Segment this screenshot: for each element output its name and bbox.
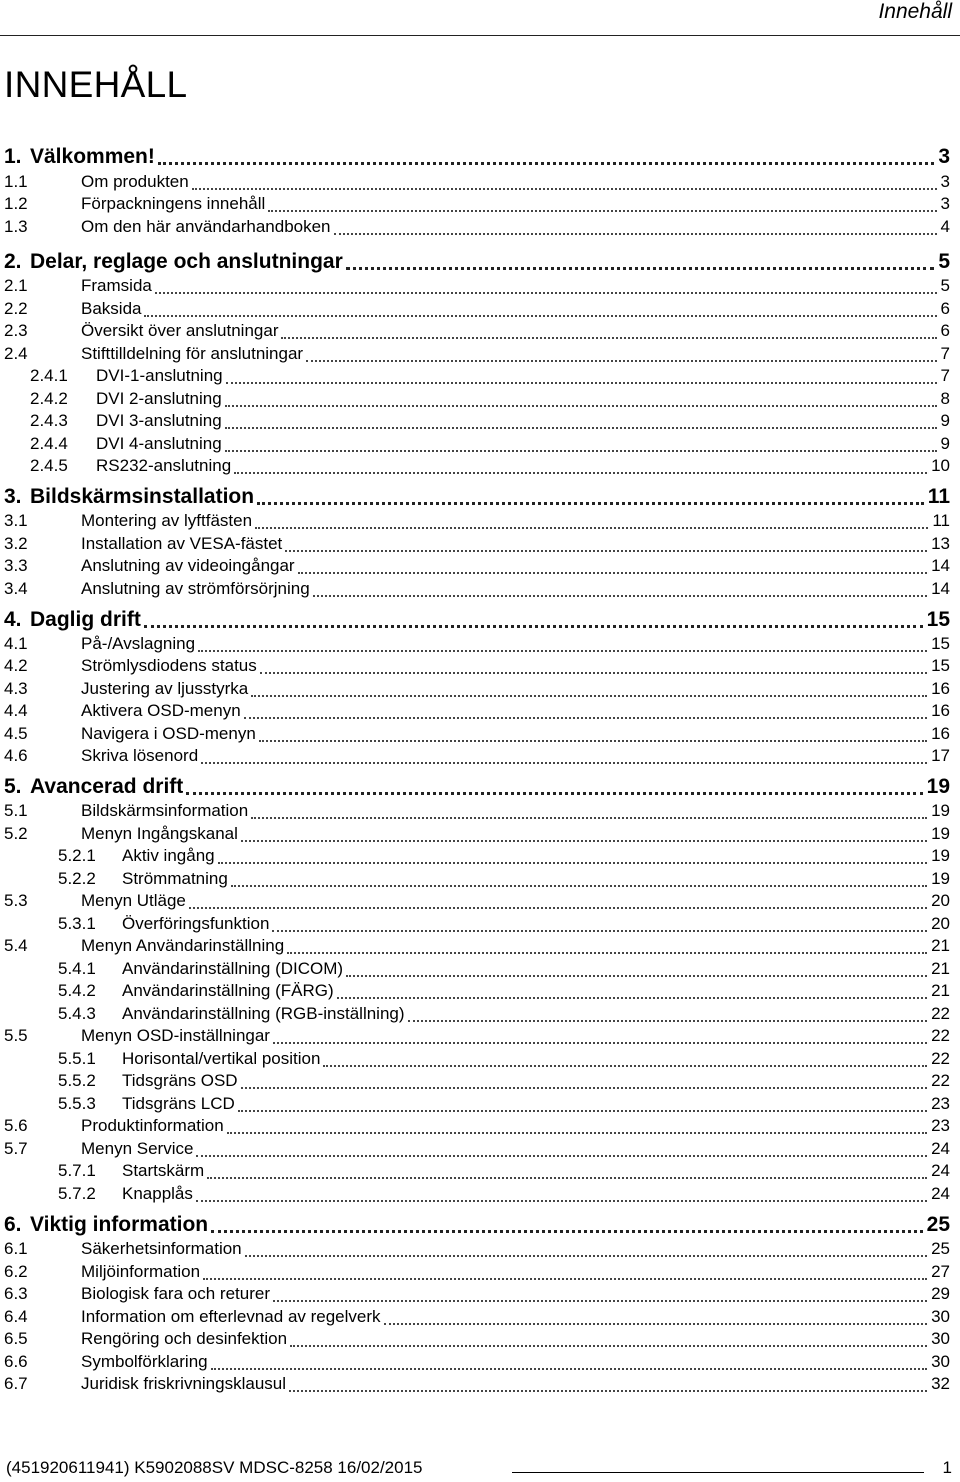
toc-leader-dots — [192, 170, 937, 190]
toc-entry-title: På-/Avslagning — [81, 634, 196, 653]
toc-leader-dots — [408, 1002, 927, 1022]
toc-leader-dots — [245, 1237, 927, 1257]
toc-entry-page: 21 — [931, 981, 950, 1000]
toc-entry-page: 3 — [940, 194, 950, 213]
toc-leader-dots — [218, 844, 927, 864]
toc-section-entry[interactable] — [0, 274, 960, 298]
toc-entry-number: 1.3 — [4, 217, 28, 236]
toc-section-entry[interactable] — [0, 319, 960, 343]
toc-entry-title: Översikt över anslutningar — [81, 321, 279, 340]
toc-entry-number: 5.4 — [4, 936, 28, 955]
toc-entry-title: Om den här användarhandboken — [81, 217, 331, 236]
toc-leader-dots — [272, 912, 927, 932]
toc-entry-page: 11 — [932, 511, 950, 530]
toc-entry-title: Strömlysdiodens status — [81, 656, 257, 675]
toc-entry-title: Säkerhetsinformation — [81, 1239, 242, 1258]
toc-section-entry[interactable] — [0, 409, 960, 433]
toc-entry-number: 6.4 — [4, 1307, 28, 1326]
toc-entry-page: 16 — [931, 724, 950, 743]
toc-entry-number: 5.2.1 — [58, 846, 96, 865]
toc-section-entry[interactable] — [0, 822, 960, 846]
toc-entry-number: 5.1 — [4, 801, 28, 820]
toc-entry-page: 22 — [931, 1049, 950, 1068]
toc-entry-number: 5.4.1 — [58, 959, 96, 978]
toc-leader-dots — [255, 509, 928, 529]
toc-entry-title: Viktig information — [30, 1213, 209, 1236]
toc-entry-title: Symbolförklaring — [81, 1352, 208, 1371]
toc-entry-title: Navigera i OSD-menyn — [81, 724, 256, 743]
toc-entry-title: Bildskärmsinstallation — [30, 485, 255, 508]
toc-leader-dots — [211, 1350, 927, 1370]
toc-entry-page: 25 — [926, 1213, 950, 1236]
toc-entry-number: 2.4.2 — [30, 389, 68, 408]
toc-section-entry[interactable] — [0, 677, 960, 701]
toc-entry-title: Anslutning av videoingångar — [81, 556, 295, 575]
toc-entry-page: 19 — [926, 775, 950, 798]
toc-leader-dots — [144, 297, 937, 317]
toc-leader-dots — [144, 606, 923, 628]
toc-section-entry[interactable] — [0, 1092, 960, 1116]
toc-chapter-entry[interactable] — [0, 1211, 960, 1239]
toc-leader-dots — [337, 979, 927, 999]
toc-section-entry[interactable] — [0, 722, 960, 746]
toc-entry-page: 30 — [931, 1329, 950, 1348]
toc-entry-page: 22 — [931, 1004, 950, 1023]
toc-leader-dots — [268, 192, 937, 212]
toc-chapter-entry[interactable] — [0, 483, 960, 511]
toc-section-entry[interactable] — [0, 432, 960, 456]
toc-leader-dots — [189, 889, 927, 909]
toc-entry-number: 3.3 — [4, 556, 28, 575]
toc-entry-page: 6 — [940, 299, 950, 318]
toc-section-entry[interactable] — [0, 1237, 960, 1261]
toc-leader-dots — [273, 1282, 927, 1302]
toc-leader-dots — [281, 319, 937, 339]
toc-section-entry[interactable] — [0, 170, 960, 194]
toc-leader-dots — [196, 1182, 927, 1202]
toc-entry-number: 2.4.3 — [30, 411, 68, 430]
toc-entry-number: 5.7.2 — [58, 1184, 96, 1203]
toc-entry-page: 7 — [940, 344, 950, 363]
toc-entry-page: 24 — [931, 1161, 950, 1180]
toc-entry-number: 5.4.2 — [58, 981, 96, 1000]
toc-leader-dots — [241, 822, 927, 842]
toc-entry-number: 2.1 — [4, 276, 28, 295]
toc-section-entry[interactable] — [0, 934, 960, 958]
toc-entry-title: Horisontal/vertikal position — [122, 1049, 321, 1068]
toc-leader-dots — [234, 454, 927, 474]
toc-section-entry[interactable] — [0, 799, 960, 823]
toc-entry-page: 30 — [931, 1307, 950, 1326]
toc-entry-title: Produktinformation — [81, 1116, 224, 1135]
toc-entry-number: 5.7.1 — [58, 1161, 96, 1180]
running-header: Innehåll — [878, 0, 952, 23]
toc-section-entry[interactable] — [0, 1182, 960, 1206]
toc-entry-number: 5.7 — [4, 1139, 28, 1158]
toc-entry-page: 6 — [940, 321, 950, 340]
toc-entry-title: Juridisk friskrivningsklausul — [81, 1374, 287, 1393]
toc-section-entry[interactable] — [0, 844, 960, 868]
toc-entry-title: DVI 3-anslutning — [96, 411, 222, 430]
toc-entry-title: DVI 4-anslutning — [96, 434, 222, 453]
toc-entry-number: 6.3 — [4, 1284, 28, 1303]
toc-chapter-entry[interactable] — [0, 248, 960, 276]
toc-entry-number: 5.5 — [4, 1026, 28, 1045]
toc-leader-dots — [227, 1114, 927, 1134]
toc-entry-number: 4.1 — [4, 634, 28, 653]
toc-leader-dots — [251, 677, 927, 697]
toc-entry-page: 3 — [940, 172, 950, 191]
toc-leader-dots — [287, 934, 927, 954]
toc-entry-title: Aktivera OSD-menyn — [81, 701, 241, 720]
footer-doc-id: (451920611941) K5902088SV MDSC-8258 16/02/2015 — [6, 1458, 423, 1477]
toc-section-entry[interactable] — [0, 744, 960, 768]
toc-entry-number: 5.2.2 — [58, 869, 96, 888]
toc-leader-dots — [207, 1159, 927, 1179]
toc-section-entry[interactable] — [0, 1282, 960, 1306]
toc-entry-page: 19 — [931, 801, 950, 820]
toc-entry-title: Anslutning av strömförsörjning — [81, 579, 310, 598]
toc-entry-number: 3. — [4, 485, 22, 508]
toc-section-entry[interactable] — [0, 215, 960, 239]
toc-entry-title: Montering av lyftfästen — [81, 511, 253, 530]
toc-entry-page: 14 — [931, 556, 950, 575]
toc-entry-title: Framsida — [81, 276, 152, 295]
toc-leader-dots — [346, 248, 934, 270]
toc-chapter-entry[interactable] — [0, 606, 960, 634]
toc-section-entry[interactable] — [0, 454, 960, 478]
toc-section-entry[interactable] — [0, 1372, 960, 1396]
toc-entry-page: 13 — [931, 534, 950, 553]
toc-entry-title: Tidsgräns OSD — [122, 1071, 238, 1090]
toc-entry-title: Användarinställning (FÄRG) — [122, 981, 334, 1000]
toc-entry-number: 4.6 — [4, 746, 28, 765]
toc-entry-page: 21 — [931, 959, 950, 978]
toc-leader-dots — [231, 867, 927, 887]
toc-entry-number: 6.6 — [4, 1352, 28, 1371]
toc-entry-page: 15 — [931, 634, 950, 653]
toc-entry-number: 4.3 — [4, 679, 28, 698]
toc-section-entry[interactable] — [0, 509, 960, 533]
toc-section-entry[interactable] — [0, 532, 960, 556]
toc-entry-number: 3.4 — [4, 579, 28, 598]
toc-section-entry[interactable] — [0, 387, 960, 411]
toc-chapter-entry[interactable] — [0, 143, 960, 171]
toc-entry-page: 9 — [940, 411, 950, 430]
toc-entry-title: Menyn Service — [81, 1139, 194, 1158]
toc-entry-number: 2.3 — [4, 321, 28, 340]
toc-entry-number: 2.4.5 — [30, 456, 68, 475]
toc-section-entry[interactable] — [0, 654, 960, 678]
toc-entry-number: 2.4.1 — [30, 366, 68, 385]
toc-entry-title: Knapplås — [122, 1184, 193, 1203]
toc-entry-title: DVI 2-anslutning — [96, 389, 222, 408]
toc-entry-page: 24 — [931, 1139, 950, 1158]
toc-leader-dots — [285, 532, 927, 552]
toc-section-entry[interactable] — [0, 1024, 960, 1048]
toc-leader-dots — [298, 554, 927, 574]
toc-leader-dots — [158, 143, 934, 165]
toc-entry-number: 3.1 — [4, 511, 28, 530]
toc-entry-number: 6.1 — [4, 1239, 28, 1258]
toc-section-entry[interactable] — [0, 632, 960, 656]
toc-entry-number: 5.5.2 — [58, 1071, 96, 1090]
toc-section-entry[interactable] — [0, 889, 960, 913]
toc-entry-title: Aktiv ingång — [122, 846, 215, 865]
toc-entry-number: 2. — [4, 250, 22, 273]
toc-leader-dots — [241, 1069, 927, 1089]
header-rule — [0, 35, 960, 36]
toc-entry-title: Menyn OSD-inställningar — [81, 1026, 270, 1045]
toc-section-entry[interactable] — [0, 1327, 960, 1351]
toc-section-entry[interactable] — [0, 297, 960, 321]
toc-entry-page: 25 — [931, 1239, 950, 1258]
toc-entry-page: 30 — [931, 1352, 950, 1371]
toc-entry-number: 5.3 — [4, 891, 28, 910]
toc-leader-dots — [289, 1372, 927, 1392]
toc-section-entry[interactable] — [0, 979, 960, 1003]
toc-entry-title: Startskärm — [122, 1161, 205, 1180]
toc-leader-dots — [290, 1327, 927, 1347]
toc-entry-title: Biologisk fara och returer — [81, 1284, 270, 1303]
toc-entry-title: Justering av ljusstyrka — [81, 679, 249, 698]
toc-entry-page: 11 — [927, 485, 950, 508]
toc-leader-dots — [251, 799, 927, 819]
toc-leader-dots — [225, 432, 937, 452]
toc-entry-number: 6.2 — [4, 1262, 28, 1281]
toc-section-entry[interactable] — [0, 554, 960, 578]
toc-entry-title: Menyn Ingångskanal — [81, 824, 238, 843]
toc-chapter-entry[interactable] — [0, 773, 960, 801]
toc-entry-title: Menyn Utläge — [81, 891, 186, 910]
toc-entry-number: 4.2 — [4, 656, 28, 675]
toc-entry-page: 7 — [940, 366, 950, 385]
toc-entry-number: 5.2 — [4, 824, 28, 843]
toc-entry-page: 22 — [931, 1026, 950, 1045]
toc-entry-number: 4.4 — [4, 701, 28, 720]
toc-leader-dots — [186, 773, 923, 795]
toc-leader-dots — [155, 274, 937, 294]
toc-section-entry[interactable] — [0, 1114, 960, 1138]
toc-entry-page: 17 — [931, 746, 950, 765]
toc-entry-title: Strömmatning — [122, 869, 228, 888]
toc-leader-dots — [273, 1024, 927, 1044]
toc-section-entry[interactable] — [0, 364, 960, 388]
toc-leader-dots — [238, 1092, 927, 1112]
toc-entry-number: 5.5.3 — [58, 1094, 96, 1113]
toc-section-entry[interactable] — [0, 699, 960, 723]
toc-entry-number: 6.7 — [4, 1374, 28, 1393]
toc-leader-dots — [225, 387, 937, 407]
toc-entry-page: 19 — [931, 824, 950, 843]
toc-entry-page: 10 — [931, 456, 950, 475]
toc-entry-title: Daglig drift — [30, 608, 141, 631]
toc-leader-dots — [211, 1211, 923, 1233]
toc-entry-title: DVI-1-anslutning — [96, 366, 223, 385]
toc-entry-number: 3.2 — [4, 534, 28, 553]
toc-entry-page: 29 — [931, 1284, 950, 1303]
toc-entry-number: 4. — [4, 608, 22, 631]
toc-entry-number: 1.1 — [4, 172, 28, 191]
toc-entry-page: 19 — [931, 846, 950, 865]
toc-entry-title: Användarinställning (DICOM) — [122, 959, 344, 978]
toc-leader-dots — [259, 722, 927, 742]
toc-entry-title: Användarinställning (RGB-inställning) — [122, 1004, 405, 1023]
toc-entry-page: 21 — [931, 936, 950, 955]
toc-entry-title: Skriva lösenord — [81, 746, 199, 765]
toc-leader-dots — [260, 654, 927, 674]
toc-entry-page: 5 — [940, 276, 950, 295]
toc-section-entry[interactable] — [0, 342, 960, 366]
toc-entry-page: 4 — [940, 217, 950, 236]
toc-leader-dots — [334, 215, 937, 235]
toc-section-entry[interactable] — [0, 957, 960, 981]
toc-entry-page: 20 — [931, 891, 950, 910]
toc-entry-number: 5.4.3 — [58, 1004, 96, 1023]
toc-section-entry[interactable] — [0, 1002, 960, 1026]
toc-section-entry[interactable] — [0, 1305, 960, 1329]
toc-entry-number: 1.2 — [4, 194, 28, 213]
toc-entry-page: 15 — [931, 656, 950, 675]
toc-entry-number: 5.5.1 — [58, 1049, 96, 1068]
toc-entry-number: 5.6 — [4, 1116, 28, 1135]
toc-entry-page: 19 — [931, 869, 950, 888]
toc-entry-page: 8 — [940, 389, 950, 408]
toc-entry-number: 6. — [4, 1213, 22, 1236]
toc-entry-page: 23 — [931, 1116, 950, 1135]
toc-leader-dots — [226, 364, 937, 384]
toc-entry-page: 22 — [931, 1071, 950, 1090]
toc-entry-title: Delar, reglage och anslutningar — [30, 250, 343, 273]
toc-section-entry[interactable] — [0, 1159, 960, 1183]
toc-entry-page: 16 — [931, 679, 950, 698]
toc-entry-title: Information om efterlevnad av regelverk — [81, 1307, 381, 1326]
toc-entry-title: Överföringsfunktion — [122, 914, 270, 933]
toc-section-entry[interactable] — [0, 1350, 960, 1374]
toc-leader-dots — [244, 699, 927, 719]
toc-leader-dots — [201, 744, 927, 764]
toc-entry-title: Installation av VESA-fästet — [81, 534, 283, 553]
toc-leader-dots — [225, 409, 937, 429]
toc-leader-dots — [257, 483, 924, 505]
toc-entry-number: 2.2 — [4, 299, 28, 318]
toc-entry-number: 4.5 — [4, 724, 28, 743]
toc-section-entry[interactable] — [0, 1260, 960, 1284]
toc-leader-dots — [384, 1305, 927, 1325]
toc-leader-dots — [196, 1137, 927, 1157]
toc-entry-title: Välkommen! — [30, 145, 155, 168]
toc-entry-title: RS232-anslutning — [96, 456, 232, 475]
toc-entry-title: Förpackningens innehåll — [81, 194, 266, 213]
toc-entry-page: 20 — [931, 914, 950, 933]
toc-entry-title: Tidsgräns LCD — [122, 1094, 235, 1113]
toc-section-entry[interactable] — [0, 1047, 960, 1071]
toc-entry-title: Stifttilldelning för anslutningar — [81, 344, 304, 363]
toc-entry-page: 9 — [940, 434, 950, 453]
toc-entry-title: Baksida — [81, 299, 142, 318]
toc-leader-dots — [313, 577, 927, 597]
toc-leader-dots — [346, 957, 927, 977]
toc-entry-title: Bildskärmsinformation — [81, 801, 249, 820]
toc-entry-page: 15 — [926, 608, 950, 631]
toc-leader-dots — [306, 342, 937, 362]
footer-page-number: 1 — [942, 1458, 952, 1477]
toc-entry-page: 14 — [931, 579, 950, 598]
toc-entry-number: 1. — [4, 145, 22, 168]
toc-leader-dots — [198, 632, 927, 652]
toc-entry-number: 2.4 — [4, 344, 28, 363]
toc-entry-page: 23 — [931, 1094, 950, 1113]
toc-section-entry[interactable] — [0, 867, 960, 891]
toc-entry-number: 5.3.1 — [58, 914, 96, 933]
toc-entry-title: Menyn Användarinställning — [81, 936, 285, 955]
page-title: INNEHÅLL — [4, 64, 188, 105]
toc-entry-number: 6.5 — [4, 1329, 28, 1348]
toc-entry-page: 27 — [931, 1262, 950, 1281]
toc-entry-title: Rengöring och desinfektion — [81, 1329, 288, 1348]
toc-section-entry[interactable] — [0, 912, 960, 936]
toc-section-entry[interactable] — [0, 577, 960, 601]
toc-entry-title: Miljöinformation — [81, 1262, 201, 1281]
footer-rule — [512, 1472, 924, 1473]
toc-entry-title: Avancerad drift — [30, 775, 184, 798]
toc-section-entry[interactable] — [0, 1137, 960, 1161]
toc-section-entry[interactable] — [0, 1069, 960, 1093]
toc-entry-number: 5. — [4, 775, 22, 798]
toc-entry-page: 5 — [938, 250, 950, 273]
toc-leader-dots — [203, 1260, 927, 1280]
toc-entry-number: 2.4.4 — [30, 434, 68, 453]
toc-entry-page: 16 — [931, 701, 950, 720]
toc-section-entry[interactable] — [0, 192, 960, 216]
toc-leader-dots — [323, 1047, 927, 1067]
toc-entry-page: 3 — [938, 145, 950, 168]
toc-entry-page: 32 — [931, 1374, 950, 1393]
toc-entry-title: Om produkten — [81, 172, 189, 191]
toc-entry-page: 24 — [931, 1184, 950, 1203]
